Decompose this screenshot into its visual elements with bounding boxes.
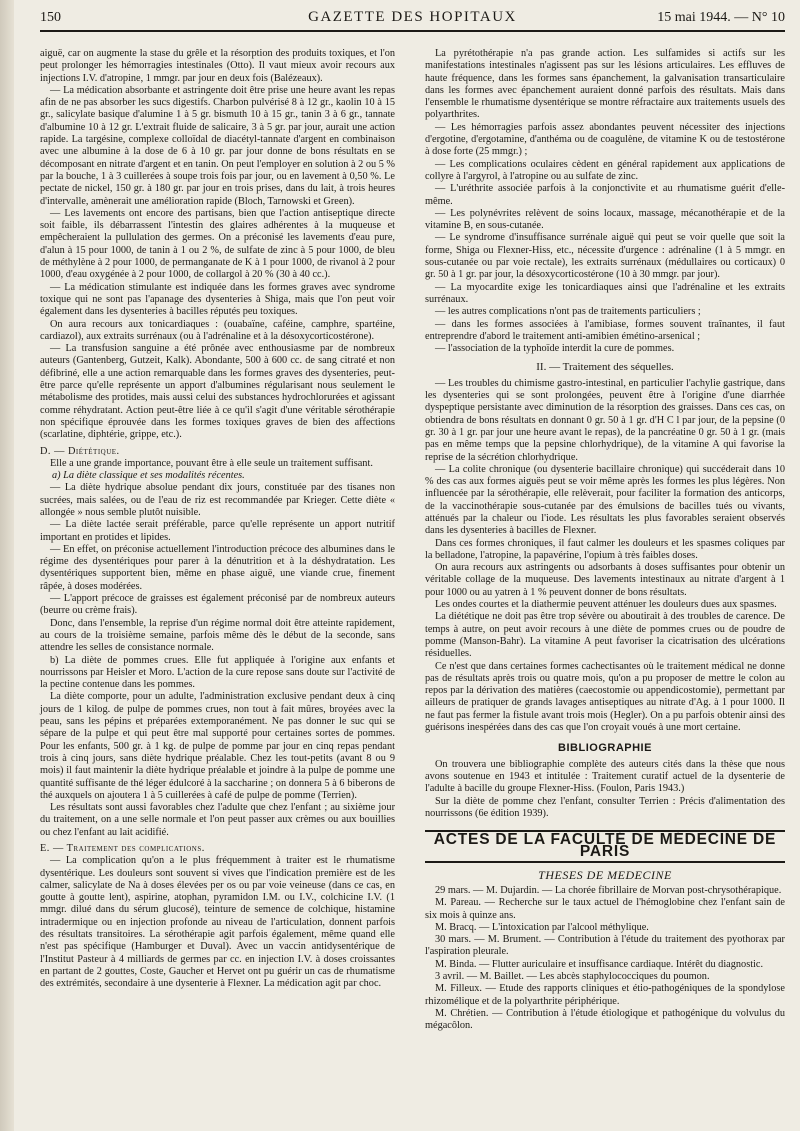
- paragraph: — Les troubles du chimisme gastro-intestinal, en particulier l'achylie gastrique, dans les dysenteries qui se sont prolongées, peuvent être à l'origine d'une diarrhée dyspeptique persistante avec diminution de la résorption des graisses. Dans ces cas, on obtiendra de bons résultats en donnant 0 gr. 50 à 1 gr. d'H C l par jour, de la pepsine (0 gr. 30 à 1 gr. par jour une heure avant le repas), de la pancréatine 0 gr. 50 à 1 gr. (mais pas en même temps que la pepsine chlorhydrique), de la vitamine A qui favorise la reprise de la sécrétion chlorhydrique.: [425, 377, 785, 463]
- section-heading: E. — Traitement des complications.: [40, 843, 205, 854]
- paragraph: — Les complications oculaires cèdent en général rapidement aux applications de collyre à l'argyrol, à l'atropine ou au sulfate de zinc.: [425, 158, 785, 182]
- paragraph: M. Binda. — Flutter auriculaire et insuffisance cardiaque. Intérêt du diagnostic.: [435, 958, 764, 970]
- paragraph: b) La diète de pommes crues. Elle fut appliquée à l'origine aux enfants et nourrissons par Heisler et Moro. L'action de la cure repose sans doute sur l'activité de la pectine contenue dans les pommes.: [40, 654, 395, 691]
- paragraph: Dans ces formes chroniques, il faut calmer les douleurs et les spasmes coliques par la belladone, l'atropine, la papavérine, l'opium à très faibles doses.: [425, 537, 785, 561]
- paragraph: 3 avril. — M. Baillet. — Les abcès staphylococciques du poumon.: [435, 971, 710, 983]
- paragraph: — La transfusion sanguine a été prônée avec enthousiasme par de nombreux auteurs (Gantenberg, Gutzeit, Kalk). Abondante, 500 à 600 cc. de sang citraté et non défibriné, elle a une action remarquable dans les formes graves des dysenteries, peut-être parce qu'elle représente un apport d'albumines régularisant nous seulement le métabolisme des protides, mais aussi celui des substances hydrochlorurées et agissant comme réhydratant. Action peut-être liée à ce qu'il s'agit d'une véritable sérothérapie non spécifique éprouvée dans les formes toxiques graves de bien des affections (scarlatine, diphtérie, grippe, etc.).: [40, 343, 395, 441]
- right-column: [425, 48, 785, 1033]
- paragraph: — Les hémorragies parfois assez abondantes peuvent nécessiter des injections d'ergotine, d'ergotamine, d'anthéma ou de coagulène, de vitamine K ou de testostérone à dose forte (25 mmgr.) ;: [425, 121, 785, 158]
- paragraph: — Les polynévrites relèvent de soins locaux, massage, mécanothérapie et de la vitamine B, en sous-cutanée.: [425, 207, 785, 232]
- paragraph: Elle a une grande importance, pouvant être à elle seule un traitement suffisant.: [50, 457, 373, 469]
- paragraph: — La diète lactée serait préférable, parce qu'elle représente un apport nutritif important en protides et lipides.: [40, 519, 395, 543]
- paragraph: M. Chrétien. — Contribution à l'étude étiologique et pathogénique du volvulus du mégacôlon.: [425, 1007, 785, 1032]
- paragraph: aiguë, car on augmente la stase du grêle et la résorption des produits toxiques, et l'on peut prolonger les hémorragies intestinales (Otto). Il vaut mieux avoir recours aux injections I.V. d'atropine, 1 mmgr. par jour en deux fois (Balézeaux).: [40, 48, 395, 84]
- issue-date: 15 mai 1944. — N° 10: [657, 10, 785, 25]
- paragraph: Sur la diète de pomme chez l'enfant, consulter Terrien : Précis d'alimentation des nourrissons (6e édition 1939).: [425, 795, 785, 819]
- paragraph: M. Pareau. — Recherche sur le taux actuel de l'hémoglobine chez l'enfant sain de six mois à quinze ans.: [425, 897, 785, 921]
- left-column: [40, 48, 395, 991]
- paragraph: La diététique ne doit pas être trop sévère ou aboutirait à des troubles de carence. De temps à autre, on peut avoir recours à une diète de pommes crues ou de poudre de pomme (Manson-Bahr). La vitamine A peut favoriser la cicatrisation des ulcérations résiduelles.: [425, 611, 785, 660]
- paragraph: — dans les formes associées à l'amibiase, formes souvent traînantes, il faut entreprendre d'abord le traitement anti-amibien émétino-arsenical ;: [425, 318, 785, 342]
- paragraph: La pyrétothérapie n'a pas grande action. Les sulfamides si actifs sur les manifestations intestinales n'agissent pas sur les lésions articulaires. Les effluves de haute fréquence, dans les formes sans épanchement, la galvanisation transarticulaire dans les formes avec épanchement auraient donné parfois des résultats. Mais dans l'ensemble le rhumatisme dysentérique se montre réfractaire aux traitements usuels des polyarthrites.: [425, 48, 785, 121]
- page-binding-shadow: [0, 0, 14, 1131]
- paragraph: — L'uréthrite associée parfois à la conjonctivite et au rhumatisme guérit d'elle-même.: [425, 183, 785, 207]
- paragraph: — L'apport précoce de graisses est également préconisé par de nombreux auteurs (beurre ou crème frais).: [40, 593, 395, 617]
- paragraph: — La myocardite exige les tonicardiaques ainsi que l'adrénaline et les extraits surrénaux.: [425, 281, 785, 305]
- paragraph: — La diète hydrique absolue pendant dix jours, constituée par des tisanes non sucrées, mais salées, ou de l'eau de riz est recommandée par Krieger. Cette diète « allongée » nous semble plutôt nuisible.: [40, 482, 395, 518]
- paragraph: — Le syndrome d'insuffisance surrénale aiguë qui peut se voir quelle que soit la forme, Shiga ou Flexner-Hiss, etc., nécessite d'urgence : adrénaline (1 à 5 mmgr. en sous-cutanée ou par voie rectale), les extraits surrénaux (médullaires ou corticaux) 0 gr. 50 à 1 gr. par jour, la désoxycorticostérone (10 à 30 mmgr. par jour).: [425, 232, 785, 281]
- paragraph: M. Filleux. — Etude des rapports cliniques et étio-pathogéniques de la spondylose rhizomélique et de la polyarthrite périphérique.: [425, 983, 785, 1007]
- page-header: [40, 8, 785, 32]
- section-heading: D. — Diététique.: [40, 445, 120, 457]
- paragraph: Donc, dans l'ensemble, la reprise d'un régime normal doit être atteinte rapidement, au cours de la troisième semaine, parfois même dès le début de la seconde, sans attendre les selles de consistance normale.: [40, 617, 395, 654]
- paragraph: Ce n'est que dans certaines formes cachectisantes où le traitement médical ne donne pas de résultats après trois ou quatre mois, qu'on a pu proposer de mettre le colon au repos par la dérivation des matières (caecostomie ou appendicostomie), permettant par ailleurs de pratiquer de grands lavages antiseptiques au nitrate d'Ag. à 1 pour 1000. Il ne faut pas fermer la fistule avant trois mois (Hegler). On a pu parfois obtenir ainsi des guérisons inespérées dans des cas que l'on croyait voués à une mort certaine.: [425, 660, 785, 734]
- paragraph: — La colite chronique (ou dysenterie bacillaire chronique) qui succéderait dans 10 % des cas aux formes aiguës peut se voir même après les formes les plus légères. Non influencée par la sérothérapie, elle relèverait, pour faciliter la formation des anticorps, de la vaccinothérapie sous-cutanée par des émulsions de bacilles tués ou vivants, atténués par la chaleur ou l'iode. Les résultats les plus favorables seraient observés dans les dysenteries à bacilles de Flexner.: [425, 463, 785, 537]
- bibliography-heading: BIBLIOGRAPHIE: [558, 742, 652, 755]
- paragraph: — La médication stimulante est indiquée dans les formes graves avec syndrome toxique qui ne sont pas l'apanage des dysenteries à Shiga, mais que l'on peut voir également dans les dysenteries à bacilles réputés peu toxiques.: [40, 281, 395, 318]
- journal-title: GAZETTE DES HOPITAUX: [308, 9, 517, 25]
- subsection-heading: a) La diète classique et ses modalités récentes.: [52, 470, 245, 482]
- paragraph: — l'association de la typhoïde interdit la cure de pommes.: [435, 343, 675, 355]
- paragraph: — les autres complications n'ont pas de traitements particuliers ;: [435, 306, 701, 318]
- page-number: 150: [40, 10, 61, 25]
- paragraph: — En effet, on préconise actuellement l'introduction précoce des albumines dans le régime des dysentériques pour parer à la dénutrition et à la déshydratation. Les dysentériques supportent bien, même en phase aiguë, une viande crue, finement râpée, à doses modérées.: [40, 543, 395, 592]
- paragraph: La diète comporte, pour un adulte, l'administration exclusive pendant deux à cinq jours de 1 kilog. de pulpe de pommes crues, non tout à fait mûres, broyées avec la peau, sans les pépins et préparées extemporanément. Ne pas donner le suc qui se sépare de la pulpe et qui peut être mal supporté pour certaines sortes de pommes. Pour les enfants, 500 gr. à 1 kg. de pulpe de pomme par jour en cinq repas pendant trois à cinq jours, sans diète hydrique préalable. Chez les tout-petits (avant 8 ou 9 mois) il faut maintenir la diète hydrique préalable et joindre à la pulpe de pomme une quantité suffisante de thé léger édulcoré à la saccharine ; on donnera 5 à 6 biberons de thé auxquels on ajoutera 1 à 5 cuillerées à café de pulpe de pomme (Terrien).: [40, 691, 395, 801]
- paragraph: On trouvera une bibliographie complète des auteurs cités dans la thèse que nous avons soutenue en 1943 et intitulée : Traitement curatif actuel de la dysenterie de l'adulte à bacille du groupe Flexner-Hiss. (Foulon, Paris 1943.): [425, 758, 785, 795]
- section-banner: ACTES DE LA FACULTÉ DE MÉDECINE DE PARIS: [425, 830, 785, 863]
- paragraph: 29 mars. — M. Dujardin. — La chorée fibrillaire de Morvan post-chrysothérapique.: [435, 885, 782, 896]
- paragraph: — La complication qu'on a le plus fréquemment à traiter est le rhumatisme dysentérique. Les douleurs sont souvent si vives que l'indication première est de les calmer, salicylate de Na à doses élevées per os ou par voie veineuse (dans ce cas, en goutte à goutte lent), aspirine, atophan, pyramidon I.M. ou I.V., colchicine I.V. (1 mmgr. dilué dans du sérum glucosé), teinture de semence de colchique, histamine intradermique ou en injection profonde au niveau de l'articulation, donnent parfois des résultats transitoires. La sérothérapie agit parfois également, même quand elle n'est pas spécifique (Hamburger et Duval). Avec un vaccin antidysentérique de l'Institut Pasteur à 4 milliards de germes par cc. en injection I.V. à doses croissantes en partant de 2 gouttes, Coste, Gaucher et Hervet ont pu guérir un cas de rhumatisme des extrémités, secondaire à une dysenterie à Flexner. La médication agit par choc.: [40, 855, 395, 990]
- paragraph: On aura recours aux tonicardiaques : (ouabaïne, caféine, camphre, spartéine, cardiazol), aux extraits surrénaux (ou à l'adrénaline et à la désoxycorticostérone).: [40, 318, 395, 342]
- paragraph: M. Bracq. — L'intoxication par l'alcool méthylique.: [435, 921, 649, 933]
- paragraph: — La médication absorbante et astringente doit être prise une heure avant les repas afin de ne pas absorber les sucs digestifs. Charbon pulvérisé 8 à 12 gr., kaolin 10 à 15 gr., salicylate basique d'alumine 1 à 5 gr. bismuth 10 à 15 gr., tanin 3 à 6 gr., tannate d'albumine 10 à 12 gr. L'extrait fluide de salicaire, 3 à 5 gr. par jour, aurait une action rapide. La targésine, complexe colloïdal de diacétyl-tannate d'argent en combinaison avec une albumine à la dose de 6 à 10 gr. par jour donne de bons résultats en se décomposant en nitrate d'argent et en tanin. On peut l'employer en solution à 2 ou 5 % par la bouche, 1 à 3 cuillerées à soupe trois fois par jour, ou en lavement à 0,50 %. Le pectate de nickel, 150 gr. à 180 gr. par jour en trois prises, dans du lait, à trois heures d'intervalle, amènerait une amélioration rapide (Bloch, Tarnowski et Green).: [40, 84, 395, 207]
- paragraph: Les ondes courtes et la diathermie peuvent atténuer les douleurs dues aux spasmes.: [435, 599, 777, 611]
- paragraph: — Les lavements ont encore des partisans, bien que l'action antiseptique directe soit faible, ils débarrassent l'intestin des glaires adhérentes à la muqueuse et empêcheraient la pullulation des germes. On a préconisé les lavements d'eau pure, d'alun à 15 pour 1000, de tanin à 1 ou 2 %, de sulfate de zinc à 5 pour 1000, de bleu de méthylène à 2 pour 1000, de permanganate de K à 1 pour 1000, de rivanol à 2 pour 1000, d'eau oxygénée à 2 pour 1000, de collargol à 20 % (30 à 40 cc.).: [40, 207, 395, 281]
- section-heading: II. — Traitement des séquelles.: [536, 361, 674, 374]
- section-heading: THESES DE MEDECINE: [538, 867, 672, 882]
- paragraph: On aura recours aux astringents ou adsorbants à doses suffisantes pour obtenir un véritable collage de la muqueuse. Des lavements intestinaux au nitrate d'argent à 1 pour 1000 ou au yatren à 1 % peuvent donner de bons résultats.: [425, 562, 785, 598]
- paragraph: 30 mars. — M. Brument. — Contribution à l'étude du traitement des pyothorax par l'aspiration pleurale.: [425, 934, 785, 958]
- paragraph: Les résultats sont aussi favorables chez l'adulte que chez l'enfant ; au sixième jour du traitement, on a une selle normale et l'on peut passer aux crèmes ou aux bouillies ou chez l'enfant au lait acidifié.: [40, 802, 395, 838]
